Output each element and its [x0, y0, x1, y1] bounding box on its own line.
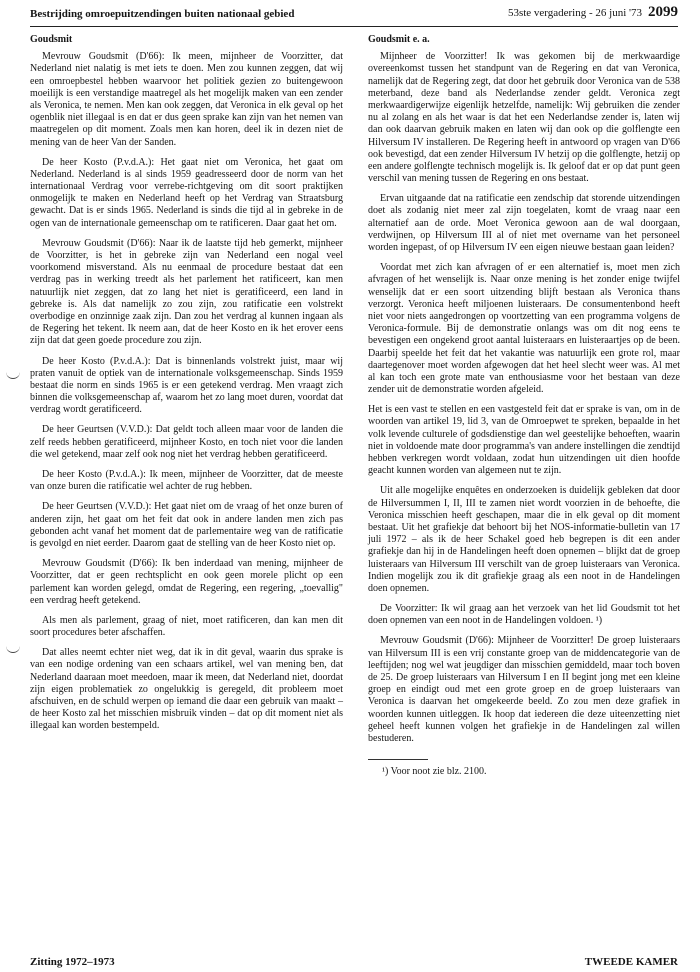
paragraph: Als men als parlement, graag of niet, moet ratificeren, dan kan men dit soort procedures beter afschaffen. [30, 614, 343, 639]
paragraph: Mevrouw Goudsmit (D'66): Naar ik de laatste tijd heb gemerkt, mijnheer de Voorzitter, is het in gebreke zijn van Nederland een nogal veel voorkomend misverstand. Als nu eenmaal de procedure bestaat dat een verdrag pas in werking treedt als het parlement het ratificeert, kan men natuurlijk niet zeggen, dat zo lang het niet is geratificeerd, een land in gebreke is. Als dat namelijk zo zou zijn, zou ratificatie een volstrekt overbodige en onzinnige zaak zijn. Dan zou het verdrag al kunnen ingaan als de Regering het tekent. Ik neem aan, dat de heer Kosto en ik het erover eens zijn dat dat geen goede procedure zou zijn. [30, 237, 343, 347]
paragraph: Mevrouw Goudsmit (D'66): Ik meen, mijnheer de Voorzitter, dat Nederland niet nalatig is met iets te doen. Men zou kunnen zeggen, dat wij een omroepbestel hebben waarvoor het politiek gezien zo buitengewoon moeilijk is een verstandige maatregel als het mogelijk maken van een zender als Veronica, te nemen. Men kan ook zeggen, dat Veronica in elk geval op het ogenblik niet illegaal is en dat er dus geen sprake kan zijn van het nemen van maatregelen op dit moment. Zoals men kan horen, deel ik in dezen niet de mening van de heer Van der Sanden. [30, 51, 343, 148]
paragraph: Voordat met zich kan afvragen of er een alternatief is, moet men zich afvragen of het wenselijk is. Naar onze mening is het zonder enige twijfel wenselijk dat er een soort uitzending blijft bestaan als Veronica thans verzorgt. Veronica heeft miljoenen luisteraars. De consumentenbond heeft niet voor niets aangedrongen op voortzetting van een programma volgens de Veronica-formule. Bij de demonstratie onlangs was om dit nog eens te bevestigen een ongekend groot aantal luisteraars en luisteraartjes op de been. Daarbij speelde het feit dat het vakantie was natuurlijk een grote rol, maar daartegenover moet worden afgewogen dat het heel slecht weer was. Al met al kan toch een grote mate van enthousiasme voor het bestaan van deze zender uit de demonstratie worden afgeleid. [368, 262, 680, 396]
paragraph: De Voorzitter: Ik wil graag aan het verzoek van het lid Goudsmit tot het doen opnemen van een noot in de Handelingen voldoen. ¹) [368, 603, 680, 627]
paragraph: De heer Kosto (P.v.d.A.): Dat is binnenlands volstrekt juist, maar wij praten vanuit de optiek van de internationale volksgemeenschap. Sinds 1959 bestaat die norm en sinds 1965 is er een getekend verdrag. Men vraagt zich binnen die volksgemeenschap af, waarom het zo lang moet duren, voordat dat verdrag wordt geratificeerd. [30, 355, 343, 416]
paragraph: Het is een vast te stellen en een vastgesteld feit dat er sprake is van, om in de woorden van artikel 19, lid 3, van de Omroepwet te spreken, bepaalde in het volk levende culturele of godsdienstige dan wel geestelijke behoeften, waarin niet in voldoende mate door programma's van andere instellingen die zendtijd hebben verkregen wordt voldaan, zodat hun uitzendingen uit dien hoofde geacht kunnen worden van algemeen nut te zijn. [368, 404, 680, 477]
paragraph: Mevrouw Goudsmit (D'66): Ik ben inderdaad van mening, mijnheer de Voorzitter, dat er geen rechtsplicht en ook geen morele plicht op een parlement kan worden gelegd, omdat de Regering, een regering, „toevallig" een verdrag heeft getekend. [30, 558, 343, 606]
left-column [30, 34, 343, 733]
session-date: 53ste vergadering - 26 juni '73 [507, 7, 642, 19]
session-info [508, 4, 678, 21]
margin-mark [6, 646, 20, 653]
paragraph: De heer Geurtsen (V.V.D.): Het gaat niet om de vraag of het onze buren of anderen zijn, het gaat om het feit dat ook in andere landen men zich pas gebonden acht vanaf het moment dat de parlementaire weg van de ratificatie is gevolgd en niet eerder. Daarom gaat de stelling van de heer Kosto niet op. [30, 501, 343, 549]
paragraph: De heer Geurtsen (V.V.D.): Dat geldt toch alleen maar voor de landen die zelf reeds hebben geratificeerd, mijnheer Kosto, en toch niet voor die landen die wel getekend, maar zelf ook nog niet het verdrag hebben geratificeerd. [30, 424, 343, 460]
column-heading: Goudsmit e. a. [368, 34, 430, 45]
paragraph: De heer Kosto (P.v.d.A.): Ik meen, mijnheer de Voorzitter, dat de meeste van onze buren die ratificatie wel achter de rug hebben. [30, 469, 343, 493]
session-year: Zitting 1972–1973 [30, 956, 115, 968]
page-header [30, 4, 678, 27]
margin-mark [6, 372, 20, 379]
column-heading: Goudsmit [30, 34, 73, 45]
footnote-divider [368, 759, 428, 760]
paragraph: Ervan uitgaande dat na ratificatie een zendschip dat storende uitzendingen doet als zodanig niet meer zal zijn toegelaten, komt de vraag naar een alternatief aan de orde. Moet Veronica gewoon aan de wal doorgaan, verdwijnen, op Hilversum III al of niet met overname van het personeel worden ingepast, of op Hilversum IV een eigen nieuwe bestaan gaan leiden? [368, 193, 680, 253]
chamber-name: TWEEDE KAMER [584, 956, 678, 968]
paragraph: Mevrouw Goudsmit (D'66): Mijnheer de Voorzitter! De groep luisteraars van Hilversum III is een vrij constante groep van de middencategorie van de leeftijden; nog wel wat jeugdiger dan misschien gemiddeld, maar toch boven de 25. De groep luisteraars van Hilversum I en II begint jong met een kleine groep en eindigt oud met een grote groep en de groep luisteraars van Veronica is daarvan het omgekeerde beeld. Zo zou men deze grafiek in woorden kunnen uitleggen. Ik hoop dat iedereen die deze uiteenzetting niet geheel heeft kunnen volgen het grafiekje in de Handelingen zal willen bestuderen. [368, 635, 680, 744]
paragraph: Uit alle mogelijke enquêtes en onderzoeken is duidelijk gebleken dat door de Hilversummen I, II, III te zamen niet wordt voorzien in de behoefte, die Veronica misschien heeft geschapen, maar die in elk geval op dit moment bestaat. Uit het grafiekje dat behoort bij het NOS-informatie-bulletin van 17 juli 1972 – als ik de heer Schakel goed heb begrepen is dit een ander grafiekje dan hij in de Handelingen heeft doen opnemen – blijkt dat de groep luisteraars van Hilversum III verschilt van de groep luisteraars van Veronica. Indien mogelijk zou ik dit grafiekje graag als een noot in de Handelingen doen opnemen. [368, 485, 680, 594]
page-footer [30, 956, 678, 968]
page-number: 2099 [648, 4, 678, 20]
right-column [368, 34, 680, 778]
footnote: ¹) Voor noot zie blz. 2100. [382, 766, 487, 778]
running-title: Bestrijding omroepuitzendingen buiten nationaal gebied [30, 8, 295, 20]
paragraph: Dat alles neemt echter niet weg, dat ik in dit geval, waarin dus sprake is van een nodige ordening van een schaars artikel, wel van mening ben, dat Nederland daaraan moet meedoen, maar ik meen, dat Nederland niet, doordat zijn eigen problematiek zo ongelukkig is geregeld, dit probleem moet afschuiven, en de schuld werpen op iemand die daar een gebruik van maakt – de heer Kosto zal het misschien misbruik vinden – dat op dit moment niet als illegaal kan worden bestempeld. [30, 647, 343, 732]
paragraph: Mijnheer de Voorzitter! Ik was gekomen bij de merkwaardige overeenkomst tussen het standpunt van de Regering en dat van Veronica, namelijk dat de Regering zegt, dat door het gebruik door Veronica van de 538 meterband, deze band als Nederlandse zender geldt. Veronica zegt merkwaardigerwijze eigenlijk hetzelfde, namelijk: Wij gebruiken die zender nu al zolang en als het waar is dat het een Nederlandse zender is, laten wij dan ook daarvan gebruik maken en laten wij dan ook op die golflengte een Hilversum IV installeren. De Regering heeft in antwoord op vragen van D'66 ook bevestigd, dat een zender Hilversum IV hetzij op die golflengte, hetzij op een andere golflengte technisch mogelijk is. Ik geloof dat er op dat punt geen verschil van mening tussen de Regering en ons bestaat. [368, 51, 680, 185]
paragraph: De heer Kosto (P.v.d.A.): Het gaat niet om Veronica, het gaat om Nederland. Nederland is al sinds 1959 geadresseerd door de norm van het internationaal Verdrag voor verrebe-richtgeving om dit soort praktijken onmogelijk te maken en Nederland heeft op het Verdrag van Straatsburg gewacht. Dat is er sinds 1965. Nederland is sinds die tijd al in gebreke in de ogen van de internationale gemeenschap om te ratificeren. Daar gaat het om. [30, 156, 343, 229]
